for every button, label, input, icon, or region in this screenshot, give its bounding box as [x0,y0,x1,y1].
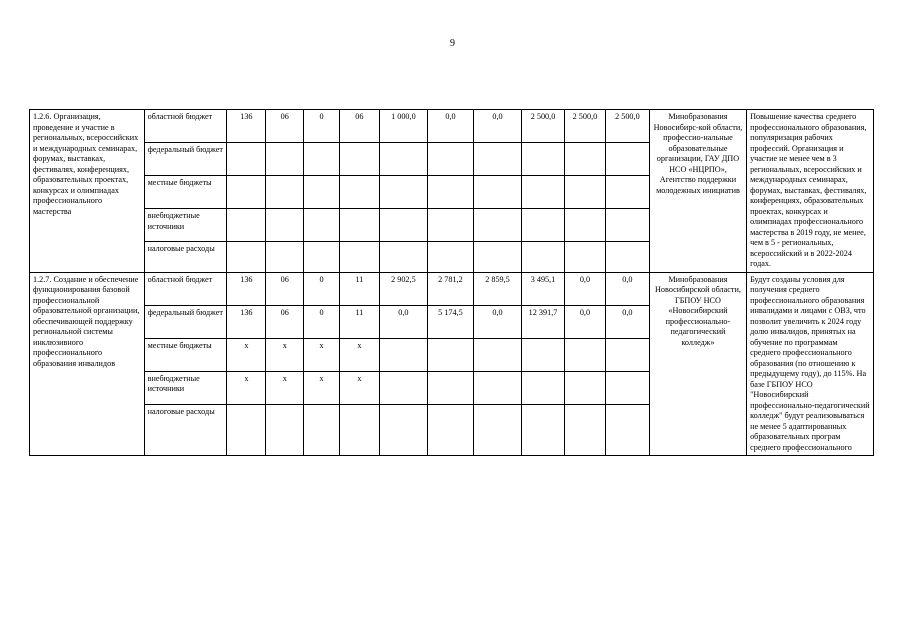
amount-cell: 2 902,5 [379,272,427,305]
budget-code-cell [304,176,340,209]
amount-cell [473,176,521,209]
funding-source: налоговые расходы [144,404,227,456]
amount-cell [564,209,605,242]
amount-cell: 2 500,0 [522,110,565,143]
amount-cell: 0,0 [605,305,649,338]
budget-code-cell [304,404,340,456]
amount-cell: 2 500,0 [564,110,605,143]
budget-code-cell: 136 [227,272,266,305]
amount-cell [427,176,473,209]
budget-code-cell [304,209,340,242]
amount-cell [473,338,521,371]
budget-code-cell [339,143,379,176]
amount-cell [427,371,473,404]
amount-cell: 2 859,5 [473,272,521,305]
budget-code-cell [339,176,379,209]
budget-code-cell [304,143,340,176]
amount-cell [427,242,473,273]
amount-cell: 2 500,0 [605,110,649,143]
amount-cell [379,338,427,371]
expected-result: Будут созданы условия для получения среднего профессионального образования инвалидами и лицами с ОВЗ, что позволит увеличить к 2024 году долю инвалидов, принятых на обучение по программам среднего профессионального образования (по отношению к предыдущему году), до 115%. На базе ГБПОУ НСО "Новосибирский профессионально-педагогический колледж" будут реализовываться не менее 5 адаптированных образовательных програм среднего профессионального [747,272,874,456]
amount-cell [379,404,427,456]
budget-code-cell: x [227,338,266,371]
budget-code-cell: 0 [304,305,340,338]
budget-code-cell: 06 [266,272,304,305]
budget-code-cell [227,176,266,209]
budget-code-cell: x [339,338,379,371]
amount-cell [522,176,565,209]
amount-cell: 0,0 [605,272,649,305]
amount-cell [605,404,649,456]
expected-result: Повышение качества среднего профессионального образования, популяризация рабочих профессий. Организация и участие не менее чем в 3 региональных, всероссийских и международных семинарах, форумах, выставках, фестивалях, конференциях, образовательных проектах, конкурсах и олимпиадах профессионального мастерства в 2019 году, не менее, чем в 5 - региональных, всероссийский и в 2022-2024 годах. [747,110,874,273]
budget-code-cell [339,209,379,242]
amount-cell: 0,0 [427,110,473,143]
amount-cell [427,143,473,176]
amount-cell [605,209,649,242]
amount-cell: 1 000,0 [379,110,427,143]
budget-code-cell: x [304,338,340,371]
budget-code-cell: 136 [227,110,266,143]
executor: Минобразования Новосибирской области, ГБПОУ НСО «Новосибирский профессионально-педагогический колледж» [649,272,746,456]
budget-code-cell: x [266,338,304,371]
amount-cell: 5 174,5 [427,305,473,338]
amount-cell [564,143,605,176]
budget-code-cell [304,242,340,273]
budget-code-cell [266,404,304,456]
budget-code-cell: x [266,371,304,404]
amount-cell [473,143,521,176]
amount-cell [564,176,605,209]
budget-code-cell [266,242,304,273]
budget-code-cell [339,242,379,273]
amount-cell [605,371,649,404]
amount-cell [605,143,649,176]
budget-code-cell: x [304,371,340,404]
amount-cell [473,371,521,404]
amount-cell [379,143,427,176]
budget-code-cell [227,209,266,242]
amount-cell [605,176,649,209]
amount-cell [522,143,565,176]
amount-cell [605,338,649,371]
measure-description: 1.2.7. Создание и обеспечение функционирования базовой профессиональной образовательной организации, обеспечивающей поддержку региональной системы инклюзивного профессионального образования инвалидов [30,272,145,456]
amount-cell [427,209,473,242]
budget-code-cell [227,143,266,176]
budget-code-cell [266,209,304,242]
amount-cell: 0,0 [473,110,521,143]
budget-code-cell: 06 [266,110,304,143]
funding-source: местные бюджеты [144,338,227,371]
page-number: 9 [450,38,455,49]
funding-source: местные бюджеты [144,176,227,209]
budget-code-cell: 136 [227,305,266,338]
amount-cell [427,404,473,456]
budget-code-cell [266,176,304,209]
amount-cell [522,371,565,404]
funding-source: федеральный бюджет [144,143,227,176]
amount-cell: 3 495,1 [522,272,565,305]
budget-code-cell [266,143,304,176]
budget-code-cell: 0 [304,110,340,143]
amount-cell: 0,0 [564,305,605,338]
budget-code-cell [339,404,379,456]
executor: Минобразования Новосибирс-кой области, профессио-нальные образовательные организации, ГАУ ДПО НСО «НЦРПО», Агентство поддержки молодежных инициатив [649,110,746,273]
amount-cell [379,242,427,273]
funding-source: налоговые расходы [144,242,227,273]
amount-cell [379,209,427,242]
budget-code-cell: 0 [304,272,340,305]
amount-cell: 2 781,2 [427,272,473,305]
budget-code-cell: x [227,371,266,404]
amount-cell [427,338,473,371]
table-row [30,272,874,305]
budget-code-cell [227,404,266,456]
amount-cell [522,209,565,242]
budget-code-cell: 11 [339,272,379,305]
amount-cell [605,242,649,273]
budget-code-cell: x [339,371,379,404]
amount-cell: 0,0 [564,272,605,305]
amount-cell [473,404,521,456]
amount-cell [564,338,605,371]
funding-source: внебюджетные источники [144,209,227,242]
amount-cell [473,242,521,273]
funding-source: внебюджетные источники [144,371,227,404]
amount-cell [379,176,427,209]
amount-cell [522,242,565,273]
amount-cell [379,371,427,404]
budget-code-cell: 06 [266,305,304,338]
funding-source: федеральный бюджет [144,305,227,338]
amount-cell: 12 391,7 [522,305,565,338]
amount-cell [564,404,605,456]
amount-cell [473,209,521,242]
amount-cell [522,338,565,371]
measure-description: 1.2.6. Организация, проведение и участие в региональных, всероссийских и международных семинарах, форумах, выставках, фестивалях, конференциях, образовательных проектах, конкурсах и олимпиадах профессионального мастерства [30,110,145,273]
budget-code-cell [227,242,266,273]
funding-source: областной бюджет [144,110,227,143]
amount-cell [522,404,565,456]
amount-cell: 0,0 [473,305,521,338]
funding-source: областной бюджет [144,272,227,305]
amount-cell [564,371,605,404]
budget-code-cell: 11 [339,305,379,338]
table-row [30,110,874,143]
amount-cell: 0,0 [379,305,427,338]
amount-cell [564,242,605,273]
budget-code-cell: 06 [339,110,379,143]
program-measures-table [29,109,874,456]
